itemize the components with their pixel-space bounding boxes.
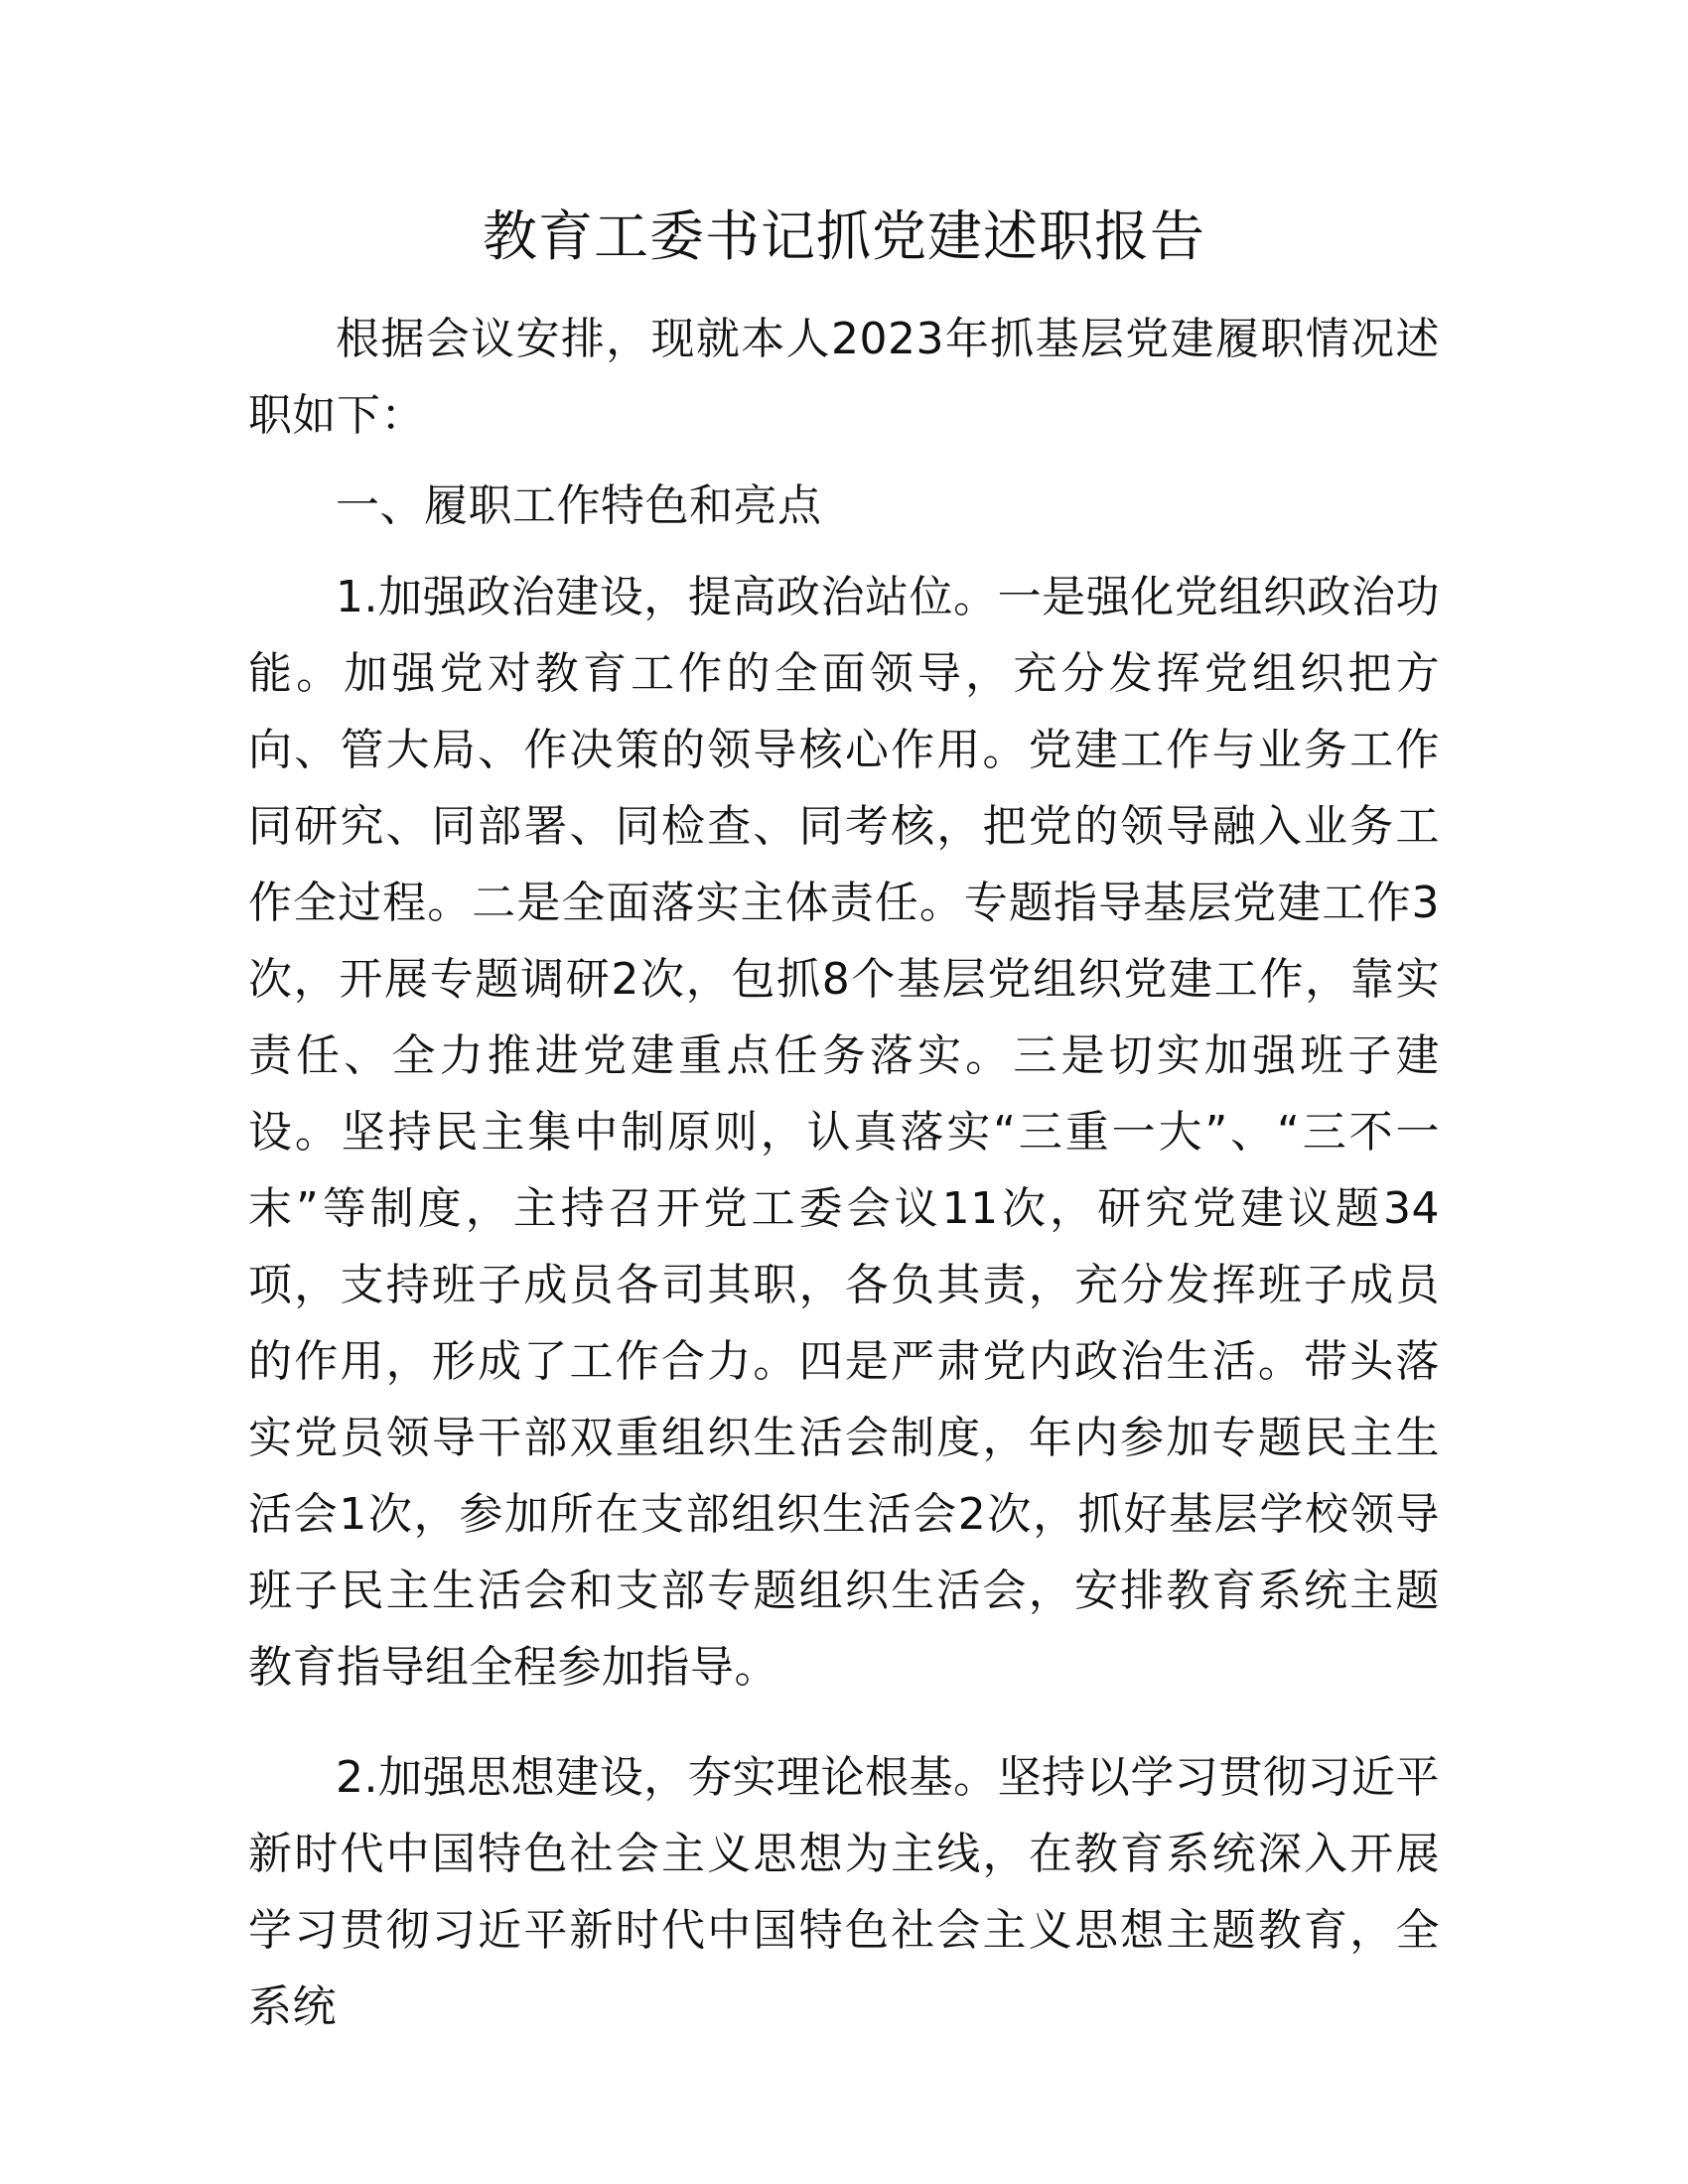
intro-paragraph: 根据会议安排，现就本人2023年抓基层党建履职情况述职如下：	[248, 314, 1440, 441]
paragraph-ideological-building: 2.加强思想建设，夯实理论根基。坚持以学习贯彻习近平新时代中国特色社会主义思想为主线，在教育系统深入开展学习贯彻习近平新时代中国特色社会主义思想主题教育，全系统	[248, 1752, 1440, 2032]
section-heading: 一、履职工作特色和亮点	[336, 480, 822, 531]
paragraph-political-building: 1.加强政治建设，提高政治站位。一是强化党组织政治功能。加强党对教育工作的全面领导，充分发挥党组织把方向、管大局、作决策的领导核心作用。党建工作与业务工作同研究、同部署、同检查、同考核，把党的领导融入业务工作全过程。二是全面落实主体责任。专题指导基层党建工作3次，开展专题调研2次，包抓8个基层党组织党建工作，靠实责任、全力推进党建重点任务落实。三是切实加强班子建设。坚持民主集中制原则，认真落实“三重一大”、“三不一末”等制度，主持召开党工委会议11次，研究党建议题34项，支持班子成员各司其职，各负其责，充分发挥班子成员的作用，形成了工作合力。四是严肃党内政治生活。带头落实党员领导干部双重组织生活会制度，年内参加专题民主生活会1次，参加所在支部组织生活会2次，抓好基层学校领导班子民主生活会和支部专题组织生活会，安排教育系统主题教育指导组全程参加指导。	[248, 572, 1440, 1693]
document-title: 教育工委书记抓党建述职报告	[482, 205, 1205, 268]
